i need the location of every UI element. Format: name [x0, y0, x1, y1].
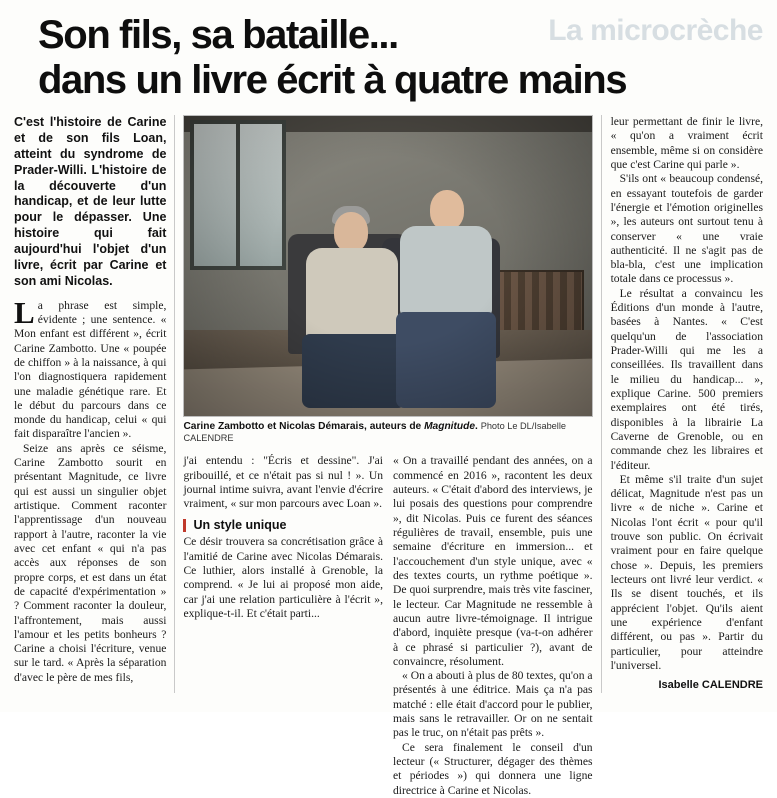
column-left-text: [14, 294, 167, 685]
paragraph: Ce désir trouvera sa concrétisation grâce à l'amitié de Carine avec Nicolas Démarais. Ce luthier, alors installé à Grenoble, la comprend. « Je lui ai proposé mon aide, car j'ai une relation particulière à l'écrit », explique-t-il. Et c'était parti...: [183, 535, 383, 621]
paragraph: j'ai entendu : "Écris et dessine". J'ai gribouillé, et ce n'était pas si nul ! ». Un journal intime suivra, avant l'envie d'écrire vraiment, « sur mon parcours avec Loan ».: [183, 454, 383, 511]
drop-cap: L: [14, 294, 35, 330]
photo-vignette: [184, 116, 591, 416]
middle-text-columns: [183, 454, 592, 798]
paragraph: [14, 294, 167, 442]
article-headline: [38, 14, 763, 101]
paragraph: Et même s'il traite d'un sujet délicat, Magnitude n'est pas un livre « de niche ». Carine et Nicolas l'ont écrit « pour qu'il trouve son public. On écrivait vraiment pour en faire quelque chose ». Depuis, les premiers lecteurs ont livré leur verdict. « Ils se disent touchés, et ils apprécient l'objet. Qu'ils aient une expérience d'enfant différent, ou pas ». Partir du particulier, pour atteindre l'universel.: [610, 472, 763, 672]
paragraph: « On a travaillé pendant des années, on a commencé en 2016 », racontent les deux auteurs. « C'était d'abord des interviews, je lui posais des questions pour comprendre », dit Nicolas. Puis ce furent des séances régulières de travail, ensemble, puis une semaine d'écriture en immersion... et l'accouchement d'un style unique, avec « des textes courts, un rythme poétique ». De quoi surprendre, mais très vite fasciner, le lecteur. Car Magnitude ne ressemble à aucun autre livre-témoignage. Il intrigue d'abord, inquiète presque (va-t-on adhérer à ce phrasé si particulier ?), avant de convaincre, résolument.: [393, 454, 593, 668]
photo-credit: Photo Le DL/Isabelle CALENDRE: [183, 421, 566, 444]
column-middle-right-text: [393, 454, 593, 798]
paragraph: Ce sera finalement le conseil d'un lecteur (« Structurer, dégager des thèmes et périodes ») qui donnera une ligne directrice à Carine et Nicolas.: [393, 740, 593, 797]
section-subheading: Un style unique: [183, 519, 383, 533]
paragraph-text: a phrase est simple, évidente ; une sentence. « Mon enfant est différent », écrit Carine Zambotto. Une « poupée de chiffon » à la naissance, à qui l'on diagnostiquera rapidement une maladie génétique rare. Et le début du parcours dans ce monde du handicap, celui « qui fait disparaître l'ancien ».: [14, 298, 167, 441]
paragraph: Seize ans après ce séisme, Carine Zambotto sourit en présentant Magnitude, ce livre qui est aussi un singulier objet artistique. Comment raconter l'apprentissage d'un nouveau rapport à l'autre, raconter la vie avec cet enfant « qui n'a pas accès aux réponses de son propre corps, et est dans un état de capacité d'expérimentation » ? Comment raconter la douleur, l'affrontement, mais aussi l'amour et les petits bonheurs ? Carine a choisi l'écriture, venue sur le tard. « Après la séparation d'avec le père de mes fils,: [14, 441, 167, 684]
paragraph: S'ils ont « beaucoup condensé, en essayant toutefois de garder l'énergie et l'émotion originelles », les auteurs ont surtout tenu à conserver « une vraie authenticité. Il ne s'agit pas de bla-bla, c'est une implication totale dans ce processus ».: [610, 172, 763, 286]
headline-line-2: dans un livre écrit à quatre mains: [38, 58, 627, 102]
byline: Isabelle CALENDRE: [658, 679, 763, 692]
column-right: [601, 115, 763, 693]
paragraph: leur permettant de finir le livre, « qu'on a vraiment écrit ensemble, même si on considère que c'est Carine qui parle ».: [610, 115, 763, 171]
article-photo: [183, 115, 592, 417]
caption-text-after: .: [475, 421, 478, 432]
column-middle-left: [183, 454, 383, 798]
headline-line-1: Son fils, sa bataille...: [38, 13, 398, 57]
article-body: [14, 115, 763, 797]
column-middle-left-text: [183, 454, 383, 511]
column-middle-right: [393, 454, 593, 798]
ghost-headline-bleed: La microcrèche: [548, 14, 763, 47]
column-right-text: [611, 115, 763, 673]
column-middle-left-text-2: [183, 535, 383, 621]
caption-text-before: Carine Zambotto et Nicolas Démarais, auteurs de: [183, 421, 425, 432]
paragraph: « On a abouti à plus de 80 textes, qu'on a présentés à une éditrice. Mais ça n'a pas matché : elle était d'accord pour le publier, mais sans le retravailler. Or on ne sentait pas le truc, on n'était pas prêts ».: [393, 669, 593, 740]
photo-caption: [183, 421, 592, 445]
caption-book-title: Magnitude: [424, 421, 475, 432]
standfirst: C'est l'histoire de Carine et de son fils Loan, atteint du syndrome de Prader-Willi. L'histoire de la découverte d'un handicap, et de leur lutte pour le dépasser. Une histoire qui fait aujourd'hui l'objet d'un livre, écrit par Carine et son ami Nicolas.: [14, 115, 167, 288]
column-left: [14, 115, 175, 693]
photo-block: [183, 115, 592, 445]
paragraph: Le résultat a convaincu les Éditions d'un monde à l'autre, basées à Nantes. « C'est quelqu'un de l'association Prader-Willi qui me les a conseillées. Ils travaillent dans le milieu du handicap... », explique Carine. 500 premiers exemplaires ont été tirés, disponibles à la librairie La Caverne de Grenoble, ou en commande chez les libraires et l'éditeur.: [610, 286, 763, 472]
column-middle: [175, 115, 600, 797]
